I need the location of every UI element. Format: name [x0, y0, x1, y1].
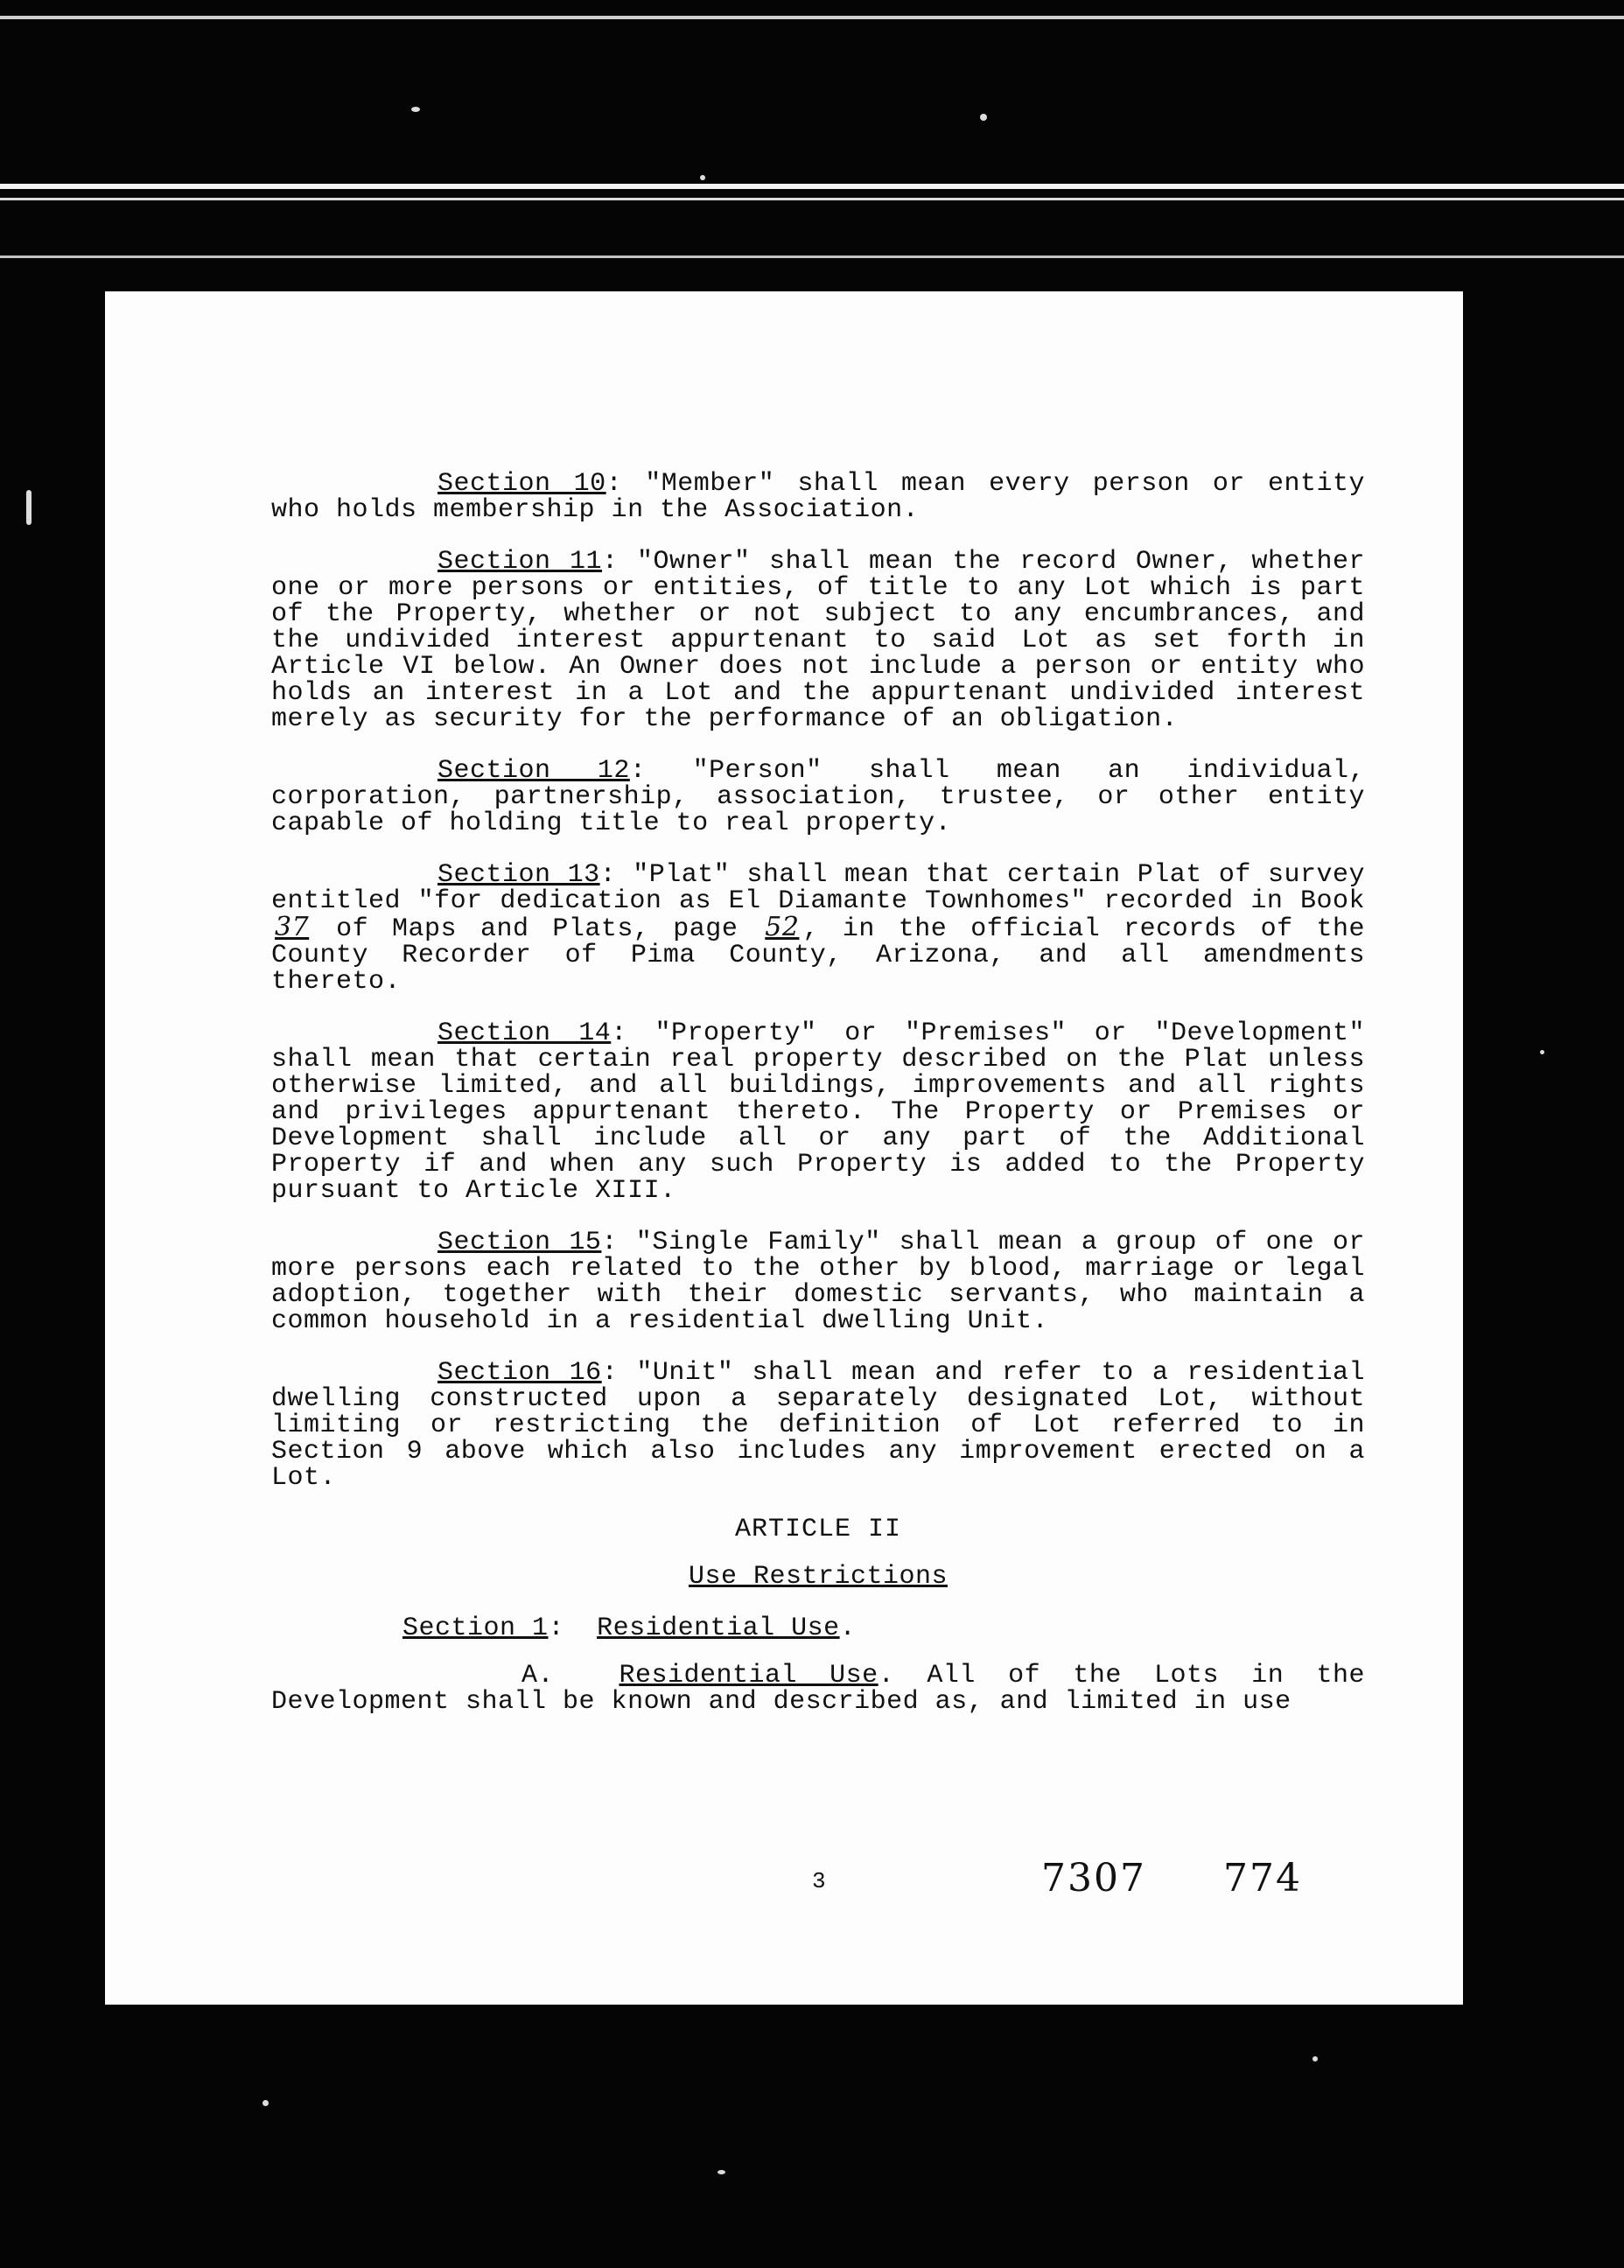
scan-speck: [1540, 1050, 1544, 1054]
scan-speck: [1312, 2056, 1318, 2062]
article-subtitle: Use Restrictions: [688, 1562, 948, 1592]
recording-stamp-page: 774: [1223, 1856, 1302, 1900]
section-text: , in the official records of the County Recorder of Pima County, Arizona, and all amendments thereto.: [271, 914, 1365, 997]
scan-edge-line: [0, 16, 1624, 19]
section-text: : "Person" shall mean an individual, corporation, partnership, association, trustee, or other entity capable of holding title to real property.: [271, 756, 1365, 838]
subsection-title: Residential Use: [597, 1614, 840, 1643]
scan-speck: [26, 490, 32, 525]
scan-speck: [980, 114, 987, 121]
section-15-paragraph: [271, 1229, 1365, 1334]
article-title: ARTICLE II: [734, 1515, 902, 1544]
subsection-number: Section 1: [402, 1614, 549, 1643]
section-heading: Section 15: [438, 1228, 602, 1257]
scan-edge-line: [0, 256, 1624, 258]
section-text: : "Unit" shall mean and refer to a residential dwelling constructed upon a separately designated Lot, without limiting or restricting the definition of Lot referred to in Section 9 above which also includes any improvement erected on a Lot.: [271, 1358, 1366, 1493]
section-text: : "Single Family" shall mean a group of one or more persons each related to the other by blood, marriage or legal adoption, together with their domestic servants, who maintain a common household in a residential dwelling Unit.: [271, 1228, 1366, 1336]
item-letter: A.: [522, 1661, 555, 1690]
document-page: [105, 291, 1463, 2005]
section-12-paragraph: [271, 758, 1365, 836]
item-a-paragraph: [271, 1662, 1365, 1715]
item-text: . All of the Lots in the Development shall be known and described as, and limited in use: [271, 1661, 1365, 1717]
section-text: : "Owner" shall mean the record Owner, whether one or more persons or entities, of title to any Lot which is part of the Property, whether or not subject to any encumbrances, and the undivided interest appurtenant to said Lot as set forth in Article VI below. An Owner does not include a person or entity who holds an interest in a Lot and the appurtenant undivided interest merely as security for the performance of an obligation.: [271, 547, 1365, 734]
section-13-paragraph: [271, 862, 1365, 995]
subsection-end: .: [839, 1614, 857, 1643]
scan-speck: [262, 2100, 269, 2106]
section-heading: Section 10: [438, 469, 606, 499]
section-16-paragraph: [271, 1360, 1365, 1491]
recording-stamp-docket: 7307: [1041, 1856, 1146, 1900]
section-11-paragraph: [271, 549, 1365, 732]
section-14-paragraph: [271, 1020, 1365, 1204]
section-10-paragraph: [271, 471, 1365, 523]
subsection-colon: :: [548, 1614, 565, 1643]
section-heading: Section 14: [438, 1018, 612, 1048]
scan-edge-line: [0, 184, 1624, 189]
section-text: : "Member" shall mean every person or entity who holds membership in the Association.: [271, 469, 1365, 525]
section-heading: Section 11: [438, 547, 603, 577]
page-number: 3: [812, 1868, 826, 1894]
section-heading: Section 12: [438, 756, 630, 786]
section-heading: Section 13: [438, 860, 600, 890]
scan-speck: [718, 2170, 725, 2174]
section-text: of Maps and Plats, page: [336, 914, 738, 944]
item-heading: Residential Use: [619, 1661, 878, 1690]
handwritten-page-number: 52: [765, 912, 800, 942]
handwritten-book-number: 37: [275, 912, 310, 942]
section-heading: Section 16: [438, 1358, 602, 1388]
subsection-heading: [402, 1615, 1365, 1642]
section-text: : "Plat" shall mean that certain Plat of survey entitled "for dedication as El Diamante Townhomes" recorded in Book: [271, 860, 1365, 916]
scan-edge-line: [0, 198, 1624, 200]
scan-speck: [411, 107, 420, 112]
scan-speck: [700, 175, 705, 180]
document-body: [271, 471, 1365, 1740]
section-text: : "Property" or "Premises" or "Development" shall mean that certain real property described on the Plat unless otherwise limited, and all buildings, improvements and all rights and privileges appurtenant thereto. The Property or Premises or Development shall include all or any part of the Additional Property if and when any such Property is added to the Property pursuant to Article XIII.: [271, 1018, 1365, 1206]
page-footer: [105, 1856, 1463, 1908]
